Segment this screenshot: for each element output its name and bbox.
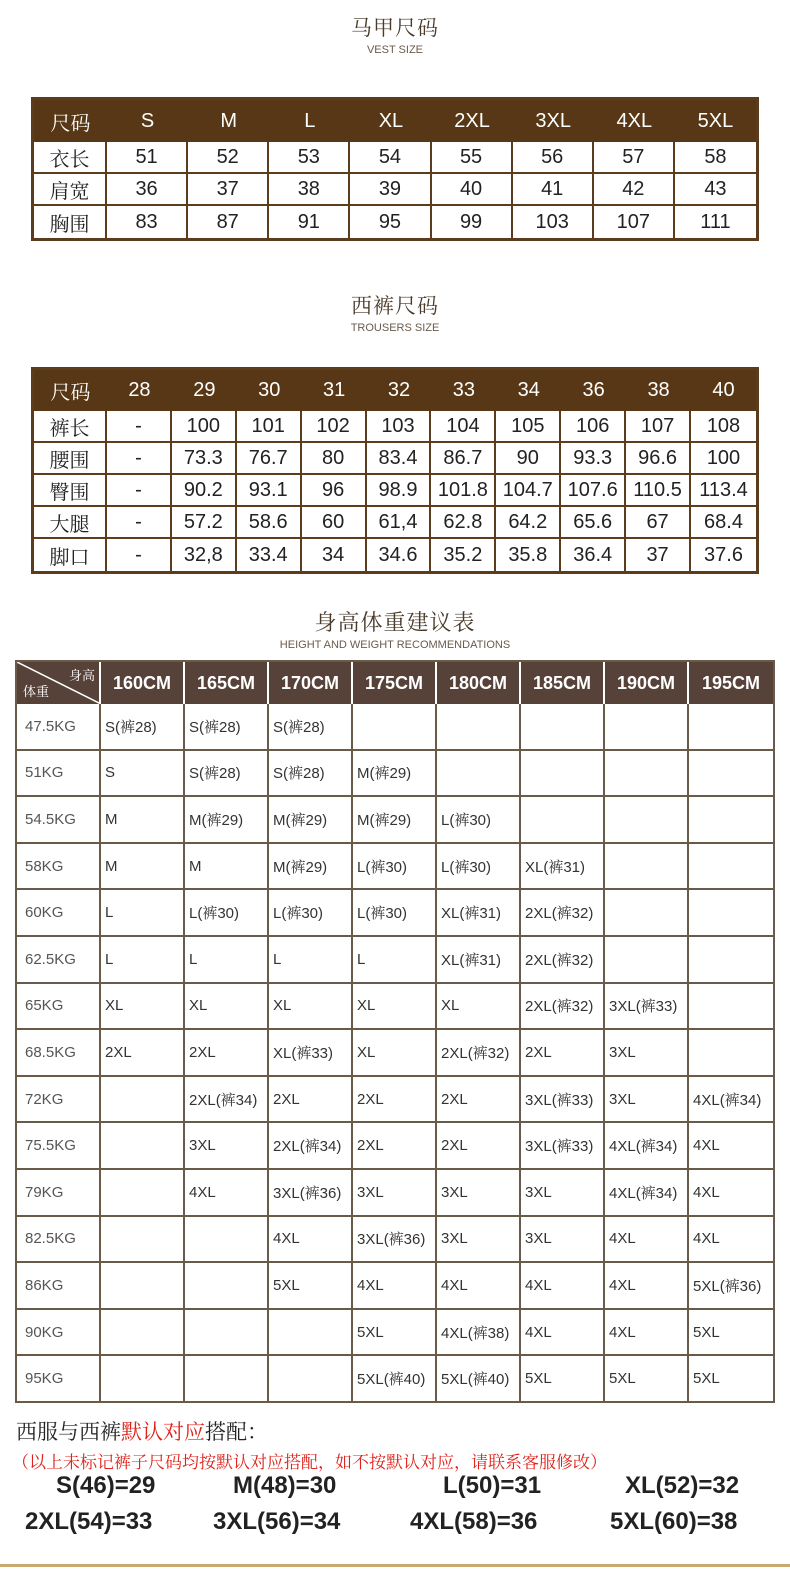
table-row bbox=[34, 539, 756, 571]
size-recommendation bbox=[437, 704, 521, 751]
size-recommendation: 3XL bbox=[437, 1217, 521, 1264]
table-row bbox=[17, 1217, 773, 1264]
size-recommendation: 4XL bbox=[521, 1263, 605, 1310]
measure-cell: 90 bbox=[496, 443, 561, 475]
measure-cell: 39 bbox=[350, 174, 431, 206]
measure-cell: 96.6 bbox=[626, 443, 691, 475]
size-header: 29 bbox=[172, 370, 237, 411]
row-label: 脚口 bbox=[34, 539, 107, 571]
size-recommendation bbox=[605, 844, 689, 891]
table-row bbox=[34, 507, 756, 539]
table-row bbox=[34, 174, 756, 206]
size-recommendation: L(裤30) bbox=[353, 844, 437, 891]
size-recommendation bbox=[101, 1123, 185, 1170]
size-header: 28 bbox=[107, 370, 172, 411]
size-recommendation: 4XL(裤34) bbox=[605, 1170, 689, 1217]
size-recommendation: M(裤29) bbox=[353, 797, 437, 844]
recommend-title-en: HEIGHT AND WEIGHT RECOMMENDATIONS bbox=[279, 639, 511, 651]
size-recommendation: 5XL bbox=[521, 1356, 605, 1401]
weight-label: 58KG bbox=[17, 844, 101, 891]
size-recommendation: S(裤28) bbox=[185, 704, 269, 751]
size-recommendation: 4XL bbox=[605, 1217, 689, 1264]
size-recommendation bbox=[185, 1310, 269, 1357]
measure-cell: - bbox=[107, 475, 172, 507]
measure-cell: 34 bbox=[302, 539, 367, 571]
trousers-size-table bbox=[31, 367, 759, 574]
measure-cell: 95 bbox=[350, 206, 431, 238]
size-recommendation: XL(裤31) bbox=[437, 890, 521, 937]
size-recommendation: 3XL(裤36) bbox=[353, 1217, 437, 1264]
size-recommendation bbox=[521, 797, 605, 844]
size-recommendation: 4XL bbox=[437, 1263, 521, 1310]
measure-cell: 90.2 bbox=[172, 475, 237, 507]
measure-cell: 64.2 bbox=[496, 507, 561, 539]
size-recommendation bbox=[269, 1356, 353, 1401]
weight-label: 90KG bbox=[17, 1310, 101, 1357]
table-row bbox=[17, 890, 773, 937]
size-header: 38 bbox=[626, 370, 691, 411]
size-recommendation bbox=[605, 890, 689, 937]
size-recommendation: L bbox=[185, 937, 269, 984]
measure-cell: 36.4 bbox=[561, 539, 626, 571]
size-recommendation: M(裤29) bbox=[353, 751, 437, 798]
measure-cell: - bbox=[107, 411, 172, 443]
measure-cell: 73.3 bbox=[172, 443, 237, 475]
size-recommendation bbox=[437, 751, 521, 798]
corner-height-label: 身高 bbox=[68, 668, 95, 683]
size-header: 3XL bbox=[513, 100, 594, 142]
row-label: 臀围 bbox=[34, 475, 107, 507]
measure-cell: 96 bbox=[302, 475, 367, 507]
size-recommendation: 5XL(裤36) bbox=[689, 1263, 773, 1310]
height-header: 185CM bbox=[521, 662, 605, 704]
row-label: 大腿 bbox=[34, 507, 107, 539]
height-header: 180CM bbox=[437, 662, 521, 704]
size-recommendation: L bbox=[269, 937, 353, 984]
size-recommendation: 2XL bbox=[437, 1123, 521, 1170]
measure-cell: 42 bbox=[594, 174, 675, 206]
size-header: 31 bbox=[302, 370, 367, 411]
measure-cell: 41 bbox=[513, 174, 594, 206]
measure-cell: 38 bbox=[269, 174, 350, 206]
size-recommendation: 3XL(裤33) bbox=[521, 1123, 605, 1170]
row-label: 裤长 bbox=[34, 411, 107, 443]
weight-label: 65KG bbox=[17, 984, 101, 1031]
size-recommendation: L bbox=[101, 937, 185, 984]
table-row bbox=[17, 1123, 773, 1170]
table-row bbox=[34, 411, 756, 443]
size-recommendation: 5XL(裤40) bbox=[437, 1356, 521, 1401]
size-recommendation bbox=[689, 751, 773, 798]
size-recommendation bbox=[101, 1263, 185, 1310]
matching-title bbox=[16, 1416, 268, 1446]
table-row bbox=[17, 984, 773, 1031]
size-recommendation: 4XL(裤34) bbox=[605, 1123, 689, 1170]
size-recommendation bbox=[185, 1263, 269, 1310]
table-row bbox=[34, 475, 756, 507]
measure-cell: 62.8 bbox=[431, 507, 496, 539]
height-header: 190CM bbox=[605, 662, 689, 704]
measure-cell: 67 bbox=[626, 507, 691, 539]
size-header: 5XL bbox=[675, 100, 756, 142]
measure-cell: - bbox=[107, 507, 172, 539]
size-recommendation: M(裤29) bbox=[269, 797, 353, 844]
size-header: 32 bbox=[367, 370, 432, 411]
size-recommendation: 5XL bbox=[689, 1310, 773, 1357]
size-header: 33 bbox=[431, 370, 496, 411]
measure-cell: 55 bbox=[432, 142, 513, 174]
measure-cell: - bbox=[107, 539, 172, 571]
size-recommendation: 3XL(裤33) bbox=[605, 984, 689, 1031]
size-recommendation: L(裤30) bbox=[269, 890, 353, 937]
trousers-section-title bbox=[0, 290, 790, 334]
size-recommendation: 5XL(裤40) bbox=[353, 1356, 437, 1401]
size-recommendation bbox=[185, 1217, 269, 1264]
size-recommendation: L bbox=[353, 937, 437, 984]
measure-cell: 104 bbox=[431, 411, 496, 443]
size-recommendation: M bbox=[101, 844, 185, 891]
table-row bbox=[17, 844, 773, 891]
measure-cell: 80 bbox=[302, 443, 367, 475]
size-recommendation bbox=[689, 937, 773, 984]
measure-cell: 87 bbox=[188, 206, 269, 238]
size-recommendation: 5XL bbox=[353, 1310, 437, 1357]
weight-label: 79KG bbox=[17, 1170, 101, 1217]
size-recommendation: 2XL bbox=[521, 1030, 605, 1077]
measure-cell: 58 bbox=[675, 142, 756, 174]
size-recommendation: 2XL bbox=[185, 1030, 269, 1077]
recommend-title-cn: 身高体重建议表 bbox=[314, 611, 476, 636]
size-recommendation bbox=[521, 751, 605, 798]
table-row bbox=[17, 704, 773, 751]
measure-cell: 51 bbox=[107, 142, 188, 174]
size-recommendation bbox=[689, 797, 773, 844]
weight-label: 95KG bbox=[17, 1356, 101, 1401]
size-recommendation bbox=[605, 704, 689, 751]
size-recommendation: S bbox=[101, 751, 185, 798]
height-header: 170CM bbox=[269, 662, 353, 704]
height-header: 165CM bbox=[185, 662, 269, 704]
size-recommendation: 4XL bbox=[689, 1217, 773, 1264]
size-header: XL bbox=[350, 100, 431, 142]
matching-note: （以上未标记裤子尺码均按默认对应搭配，如不按默认对应，请联系客服修改） bbox=[12, 1453, 607, 1473]
measure-cell: 40 bbox=[432, 174, 513, 206]
measure-cell: 34.6 bbox=[367, 539, 432, 571]
size-recommendation: S(裤28) bbox=[269, 704, 353, 751]
row-label: 肩宽 bbox=[34, 174, 107, 206]
table-corner-cell bbox=[17, 662, 101, 704]
measure-cell: 101.8 bbox=[431, 475, 496, 507]
size-recommendation bbox=[689, 984, 773, 1031]
table-row bbox=[34, 443, 756, 475]
size-header: 40 bbox=[691, 370, 756, 411]
size-recommendation bbox=[605, 751, 689, 798]
size-recommendation: 2XL(裤32) bbox=[521, 937, 605, 984]
size-recommendation: L(裤30) bbox=[353, 890, 437, 937]
measure-cell: 54 bbox=[350, 142, 431, 174]
size-recommendation: 3XL(裤33) bbox=[521, 1077, 605, 1124]
size-recommendation bbox=[101, 1310, 185, 1357]
size-header: L bbox=[269, 100, 350, 142]
weight-label: 75.5KG bbox=[17, 1123, 101, 1170]
table-row bbox=[17, 751, 773, 798]
measure-cell: 33.4 bbox=[237, 539, 302, 571]
measure-cell: 35.2 bbox=[431, 539, 496, 571]
weight-label: 82.5KG bbox=[17, 1217, 101, 1264]
size-header: M bbox=[188, 100, 269, 142]
measure-cell: 65.6 bbox=[561, 507, 626, 539]
size-recommendation: 2XL bbox=[437, 1077, 521, 1124]
size-recommendation: XL(裤31) bbox=[521, 844, 605, 891]
size-recommendation: XL(裤31) bbox=[437, 937, 521, 984]
size-recommendation bbox=[101, 1170, 185, 1217]
measure-cell: 83 bbox=[107, 206, 188, 238]
matching-title-highlight: 默认对应 bbox=[121, 1420, 205, 1444]
table-row bbox=[17, 1356, 773, 1401]
measure-cell: 57.2 bbox=[172, 507, 237, 539]
header-label: 尺码 bbox=[34, 370, 107, 411]
weight-label: 47.5KG bbox=[17, 704, 101, 751]
size-recommendation: 4XL bbox=[269, 1217, 353, 1264]
measure-cell: 58.6 bbox=[237, 507, 302, 539]
measure-cell: 86.7 bbox=[431, 443, 496, 475]
size-recommendation: XL bbox=[269, 984, 353, 1031]
size-recommendation: 3XL bbox=[605, 1030, 689, 1077]
size-recommendation bbox=[689, 890, 773, 937]
size-pair: M(48)=30 bbox=[233, 1472, 337, 1499]
size-recommendation: L bbox=[101, 890, 185, 937]
measure-cell: - bbox=[107, 443, 172, 475]
size-recommendation: XL bbox=[101, 984, 185, 1031]
measure-cell: 101 bbox=[237, 411, 302, 443]
bottom-divider bbox=[0, 1564, 790, 1567]
size-recommendation: 4XL bbox=[689, 1123, 773, 1170]
measure-cell: 105 bbox=[496, 411, 561, 443]
measure-cell: 110.5 bbox=[626, 475, 691, 507]
measure-cell: 53 bbox=[269, 142, 350, 174]
size-recommendation bbox=[101, 1356, 185, 1401]
measure-cell: 36 bbox=[107, 174, 188, 206]
corner-weight-label: 体重 bbox=[23, 684, 50, 699]
size-recommendation: 2XL bbox=[353, 1077, 437, 1124]
measure-cell: 103 bbox=[513, 206, 594, 238]
size-header: 36 bbox=[561, 370, 626, 411]
size-recommendation: 4XL bbox=[353, 1263, 437, 1310]
row-label: 衣长 bbox=[34, 142, 107, 174]
size-pair: S(46)=29 bbox=[56, 1472, 156, 1499]
measure-cell: 35.8 bbox=[496, 539, 561, 571]
measure-cell: 100 bbox=[172, 411, 237, 443]
size-recommendation: 5XL bbox=[605, 1356, 689, 1401]
measure-cell: 68.4 bbox=[691, 507, 756, 539]
measure-cell: 57 bbox=[594, 142, 675, 174]
size-recommendation bbox=[353, 704, 437, 751]
matching-title-part2: 搭配： bbox=[205, 1420, 268, 1444]
row-label: 腰围 bbox=[34, 443, 107, 475]
measure-cell: 107.6 bbox=[561, 475, 626, 507]
size-pair: L(50)=31 bbox=[443, 1472, 542, 1499]
measure-cell: 98.9 bbox=[367, 475, 432, 507]
table-row bbox=[17, 1310, 773, 1357]
measure-cell: 91 bbox=[269, 206, 350, 238]
size-recommendation: M(裤29) bbox=[185, 797, 269, 844]
measure-cell: 93.3 bbox=[561, 443, 626, 475]
size-recommendation: 2XL(裤32) bbox=[521, 984, 605, 1031]
header-label: 尺码 bbox=[34, 100, 107, 142]
measure-cell: 99 bbox=[432, 206, 513, 238]
size-recommendation bbox=[269, 1310, 353, 1357]
size-recommendation: 3XL bbox=[605, 1077, 689, 1124]
size-recommendation: XL bbox=[437, 984, 521, 1031]
size-recommendation bbox=[689, 704, 773, 751]
measure-cell: 56 bbox=[513, 142, 594, 174]
size-recommendation: 3XL(裤36) bbox=[269, 1170, 353, 1217]
size-pair: XL(52)=32 bbox=[625, 1472, 740, 1499]
weight-label: 62.5KG bbox=[17, 937, 101, 984]
size-recommendation: 2XL(裤32) bbox=[437, 1030, 521, 1077]
size-recommendation: 3XL bbox=[185, 1123, 269, 1170]
size-recommendation: XL bbox=[353, 1030, 437, 1077]
size-recommendation: M bbox=[185, 844, 269, 891]
measure-cell: 107 bbox=[626, 411, 691, 443]
size-recommendation: L(裤30) bbox=[437, 797, 521, 844]
table-row bbox=[17, 1170, 773, 1217]
size-recommendation: M(裤29) bbox=[269, 844, 353, 891]
size-recommendation: 4XL bbox=[521, 1310, 605, 1357]
weight-label: 60KG bbox=[17, 890, 101, 937]
size-recommendation: 2XL bbox=[101, 1030, 185, 1077]
measure-cell: 104.7 bbox=[496, 475, 561, 507]
size-recommendation bbox=[689, 1030, 773, 1077]
measure-cell: 108 bbox=[691, 411, 756, 443]
table-row bbox=[34, 206, 756, 238]
size-recommendation: 4XL(裤34) bbox=[689, 1077, 773, 1124]
row-label: 胸围 bbox=[34, 206, 107, 238]
size-pair: 5XL(60)=38 bbox=[610, 1508, 738, 1535]
table-row bbox=[17, 797, 773, 844]
size-recommendation: 2XL(裤32) bbox=[521, 890, 605, 937]
size-recommendation bbox=[521, 704, 605, 751]
size-pair: 3XL(56)=34 bbox=[213, 1508, 341, 1535]
size-recommendation: XL bbox=[353, 984, 437, 1031]
size-recommendation: 3XL bbox=[521, 1170, 605, 1217]
size-recommendation: XL bbox=[185, 984, 269, 1031]
size-recommendation: S(裤28) bbox=[269, 751, 353, 798]
size-pair: 2XL(54)=33 bbox=[25, 1508, 153, 1535]
size-recommendation: 2XL(裤34) bbox=[185, 1077, 269, 1124]
recommend-section-title bbox=[0, 606, 790, 651]
size-recommendation bbox=[689, 844, 773, 891]
table-row bbox=[17, 1077, 773, 1124]
size-header: 2XL bbox=[432, 100, 513, 142]
measure-cell: 52 bbox=[188, 142, 269, 174]
size-recommendation: 2XL(裤34) bbox=[269, 1123, 353, 1170]
vest-section-title bbox=[0, 12, 790, 56]
size-recommendation: 2XL bbox=[353, 1123, 437, 1170]
size-header: 4XL bbox=[594, 100, 675, 142]
height-weight-table bbox=[15, 660, 775, 1403]
size-recommendation: L(裤30) bbox=[185, 890, 269, 937]
size-pair: 4XL(58)=36 bbox=[410, 1508, 538, 1535]
weight-label: 54.5KG bbox=[17, 797, 101, 844]
measure-cell: 100 bbox=[691, 443, 756, 475]
size-recommendation bbox=[101, 1077, 185, 1124]
size-recommendation: 3XL bbox=[437, 1170, 521, 1217]
size-recommendation: 3XL bbox=[521, 1217, 605, 1264]
size-recommendation: 4XL bbox=[605, 1263, 689, 1310]
vest-title-cn: 马甲尺码 bbox=[351, 16, 439, 40]
measure-cell: 113.4 bbox=[691, 475, 756, 507]
table-row bbox=[17, 937, 773, 984]
measure-cell: 103 bbox=[367, 411, 432, 443]
measure-cell: 83.4 bbox=[367, 443, 432, 475]
height-header: 195CM bbox=[689, 662, 773, 704]
size-recommendation: 4XL bbox=[605, 1310, 689, 1357]
measure-cell: 107 bbox=[594, 206, 675, 238]
measure-cell: 102 bbox=[302, 411, 367, 443]
trousers-title-en: TROUSERS SIZE bbox=[350, 322, 440, 334]
size-recommendation: XL(裤33) bbox=[269, 1030, 353, 1077]
measure-cell: 37 bbox=[626, 539, 691, 571]
size-recommendation bbox=[185, 1356, 269, 1401]
measure-cell: 111 bbox=[700, 210, 731, 233]
size-recommendation: 3XL bbox=[353, 1170, 437, 1217]
measure-cell: 93.1 bbox=[237, 475, 302, 507]
table-row bbox=[17, 1263, 773, 1310]
vest-size-table bbox=[31, 97, 759, 241]
size-recommendation: 4XL bbox=[689, 1170, 773, 1217]
measure-cell: 32,8 bbox=[172, 539, 237, 571]
weight-label: 86KG bbox=[17, 1263, 101, 1310]
size-recommendation: 4XL(裤38) bbox=[437, 1310, 521, 1357]
measure-cell: 60 bbox=[302, 507, 367, 539]
height-header: 175CM bbox=[353, 662, 437, 704]
measure-cell: 43 bbox=[675, 174, 756, 206]
size-recommendation: 2XL bbox=[269, 1077, 353, 1124]
size-recommendation: M bbox=[101, 797, 185, 844]
measure-cell: 37.6 bbox=[704, 543, 743, 566]
size-recommendation bbox=[605, 937, 689, 984]
vest-title-en: VEST SIZE bbox=[366, 44, 424, 56]
size-recommendation: 5XL bbox=[693, 1370, 720, 1388]
table-row bbox=[34, 142, 756, 174]
size-recommendation: 5XL bbox=[269, 1263, 353, 1310]
size-header: 34 bbox=[496, 370, 561, 411]
table-row bbox=[17, 1030, 773, 1077]
trousers-title-cn: 西裤尺码 bbox=[351, 294, 439, 318]
size-header: 30 bbox=[237, 370, 302, 411]
matching-title-part1: 西服与西裤 bbox=[16, 1420, 121, 1444]
size-recommendation: S(裤28) bbox=[185, 751, 269, 798]
measure-cell: 106 bbox=[561, 411, 626, 443]
weight-label: 51KG bbox=[17, 751, 101, 798]
measure-cell: 37 bbox=[188, 174, 269, 206]
measure-cell: 61,4 bbox=[367, 507, 432, 539]
size-recommendation: 4XL bbox=[185, 1170, 269, 1217]
size-recommendation bbox=[605, 797, 689, 844]
size-recommendation: S(裤28) bbox=[101, 704, 185, 751]
size-recommendation bbox=[101, 1217, 185, 1264]
size-recommendation: L(裤30) bbox=[437, 844, 521, 891]
size-header: S bbox=[107, 100, 188, 142]
measure-cell: 76.7 bbox=[237, 443, 302, 475]
weight-label: 72KG bbox=[17, 1077, 101, 1124]
weight-label: 68.5KG bbox=[17, 1030, 101, 1077]
height-header: 160CM bbox=[101, 662, 185, 704]
